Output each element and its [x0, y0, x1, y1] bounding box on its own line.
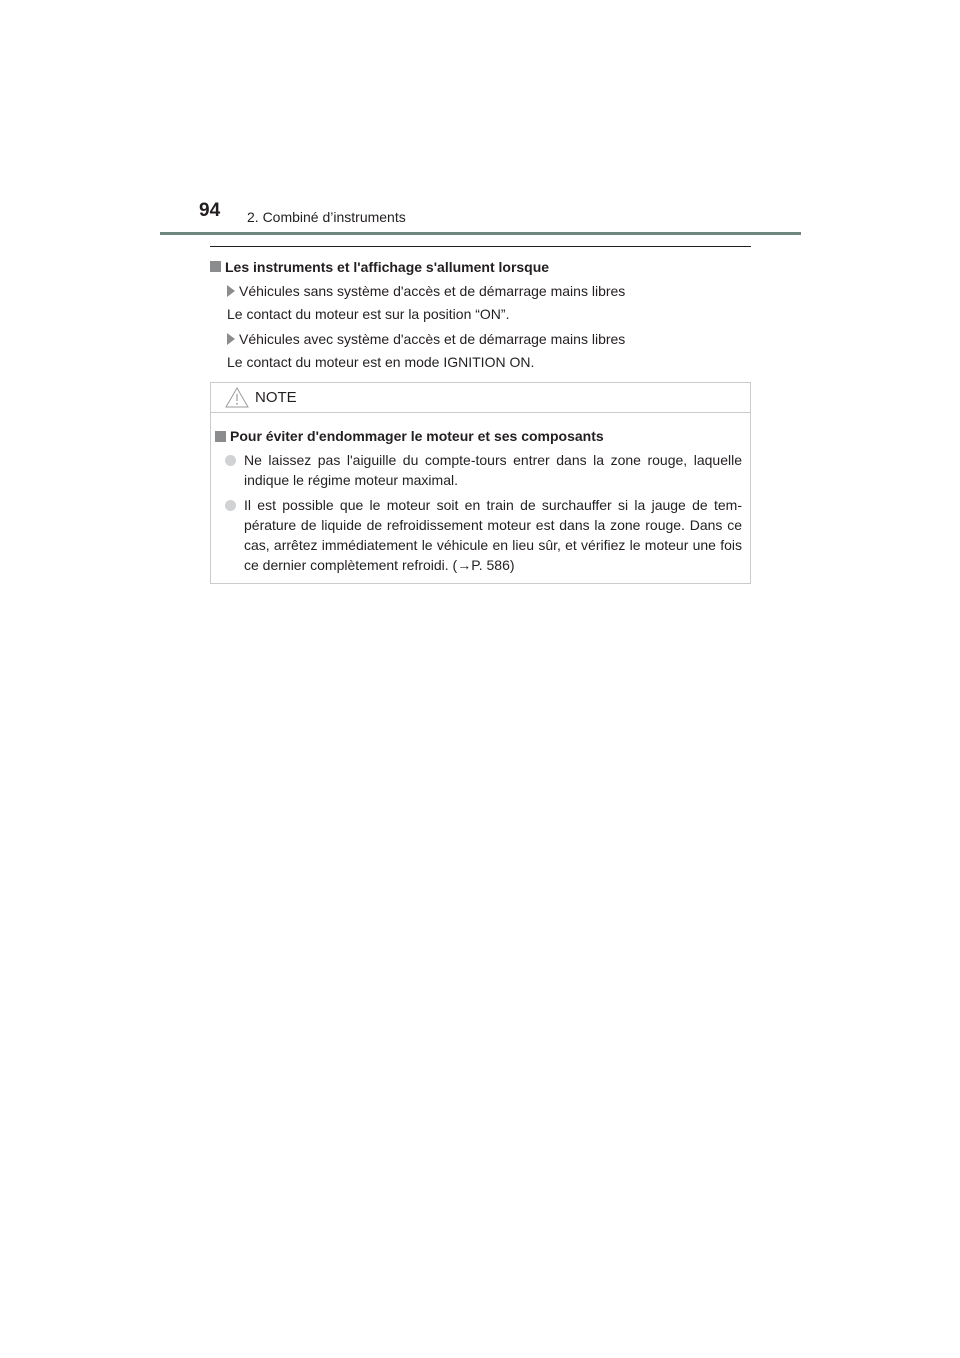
vehicle-type-description: Le contact du moteur est en mode IGNITION ON.	[227, 354, 535, 370]
vehicle-type-label	[227, 281, 751, 300]
arrow-right-icon	[227, 333, 235, 345]
note-box	[210, 382, 751, 584]
arrow-right-icon	[227, 285, 235, 297]
square-bullet-icon	[215, 431, 226, 442]
note-bullet	[225, 495, 742, 575]
warning-triangle-icon	[225, 387, 249, 408]
circle-bullet-icon	[225, 500, 236, 511]
header-rule	[160, 232, 801, 235]
page-number: 94	[199, 200, 221, 221]
square-bullet-icon	[210, 261, 221, 272]
circle-bullet-icon	[225, 455, 236, 466]
note-bullet-text: Ne laissez pas l'aiguille du compte-tours entrer dans la zone rouge, laquelle indique le régime moteur maximal.	[244, 452, 742, 488]
note-header	[211, 383, 750, 413]
vehicle-type-text: Véhicules sans système d'accès et de démarrage mains libres	[239, 282, 626, 299]
vehicle-type-text: Véhicules avec système d'accès et de démarrage mains libres	[239, 330, 626, 347]
note-title: NOTE	[255, 389, 297, 406]
vehicle-type-label	[227, 329, 751, 348]
section-heading-text: Les instruments et l'affichage s'allument lorsque	[225, 258, 550, 275]
vehicle-type-description: Le contact du moteur est sur la position “ON”.	[227, 306, 510, 322]
note-bullet	[225, 450, 742, 490]
note-body	[211, 413, 750, 575]
note-heading	[215, 427, 742, 445]
note-bullet-text: Il est possible que le moteur soit en train de surchauffer si la jauge de tem-pérature de liquide de refroidissement moteur est dans la zone rouge. Dans ce cas, arrêtez immédiatement le véhicule en lieu sûr, et vérifiez le moteur une fois ce dernier complètement refroidi. (→P. 586)	[244, 497, 742, 573]
chapter-title: 2. Combiné d’instruments	[247, 209, 406, 225]
section-rule	[210, 246, 751, 247]
instruments-section	[210, 257, 751, 372]
section-heading	[210, 257, 751, 276]
note-heading-text: Pour éviter d'endommager le moteur et ses composants	[230, 428, 604, 444]
